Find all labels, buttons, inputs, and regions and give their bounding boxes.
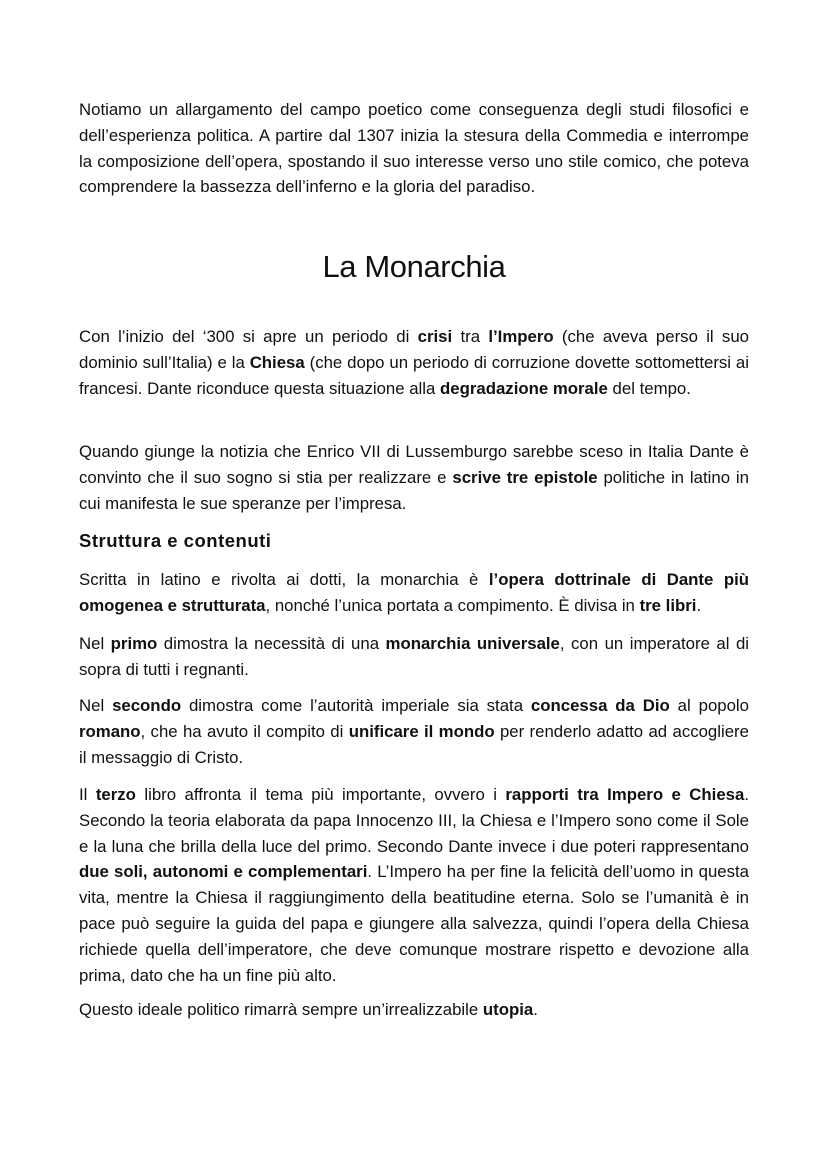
paragraph-primo-libro: Nel primo dimostra la necessità di una monarchia universale, con un imperatore al di sopra di tutti i regnanti. — [79, 634, 750, 679]
section-heading: Struttura e contenuti — [79, 530, 272, 551]
intro-paragraph: Notiamo un allargamento del campo poetico come conseguenza degli studi filosofici e dell’esperienza politica. A partire dal 1307 inizia la stesura della Commedia e interrompe la composizione dell’opera, spostando il suo interesse verso uno stile comico, che poteva comprendere la bassezza dell’inferno e la gloria del paradiso. — [79, 100, 749, 197]
paragraph-utopia: Questo ideale politico rimarrà sempre un’irrealizzabile utopia. — [79, 1000, 538, 1019]
page-title: La Monarchia — [322, 249, 506, 284]
paragraph-enrico-vii: Quando giunge la notizia che Enrico VII di Lussemburgo sarebbe sceso in Italia Dante è convinto che il suo sogno si stia per realizzare e scrive tre epistole politiche in latino in cui manifesta le sue speranze per l’impresa. — [79, 442, 749, 513]
paragraph-crisi: Con l’inizio del ‘300 si apre un periodo di crisi tra l’Impero (che aveva perso il suo dominio sull’Italia) e la Chiesa (che dopo un periodo di corruzione dovette sottomettersi ai francesi. Dante riconduce questa situazione alla degradazione morale del tempo. — [79, 327, 749, 398]
paragraph-terzo-libro: Il terzo libro affronta il tema più importante, ovvero i rapporti tra Impero e Chiesa. Secondo la teoria elaborata da papa Innocenzo III, la Chiesa e l’Impero sono come il Sole e la luna che brilla della luce del primo. Secondo Dante invece i due poteri rappresentano due soli, autonomi e complementari. L’Impero ha per fine la felicità dell’uomo in questa vita, mentre la Chiesa il raggiungimento della beatitudine eterna. Solo se l’umanità è in pace può seguire la guida del papa e giungere alla salvezza, quindi l’opera della Chiesa richiede quella dell’imperatore, che deve comunque mostrare rispetto e devozione alla prima, dato che ha un fine più alto. — [79, 785, 750, 985]
paragraph-struttura: Scritta in latino e rivolta ai dotti, la monarchia è l’opera dottrinale di Dante più omogenea e strutturata, nonché l’unica portata a compimento. È divisa in tre libri. — [79, 570, 749, 615]
paragraph-secondo-libro: Nel secondo dimostra come l’autorità imperiale sia stata concessa da Dio al popolo romano, che ha avuto il compito di unificare il mondo per renderlo adatto ad accogliere il messaggio di Cristo. — [79, 696, 749, 767]
